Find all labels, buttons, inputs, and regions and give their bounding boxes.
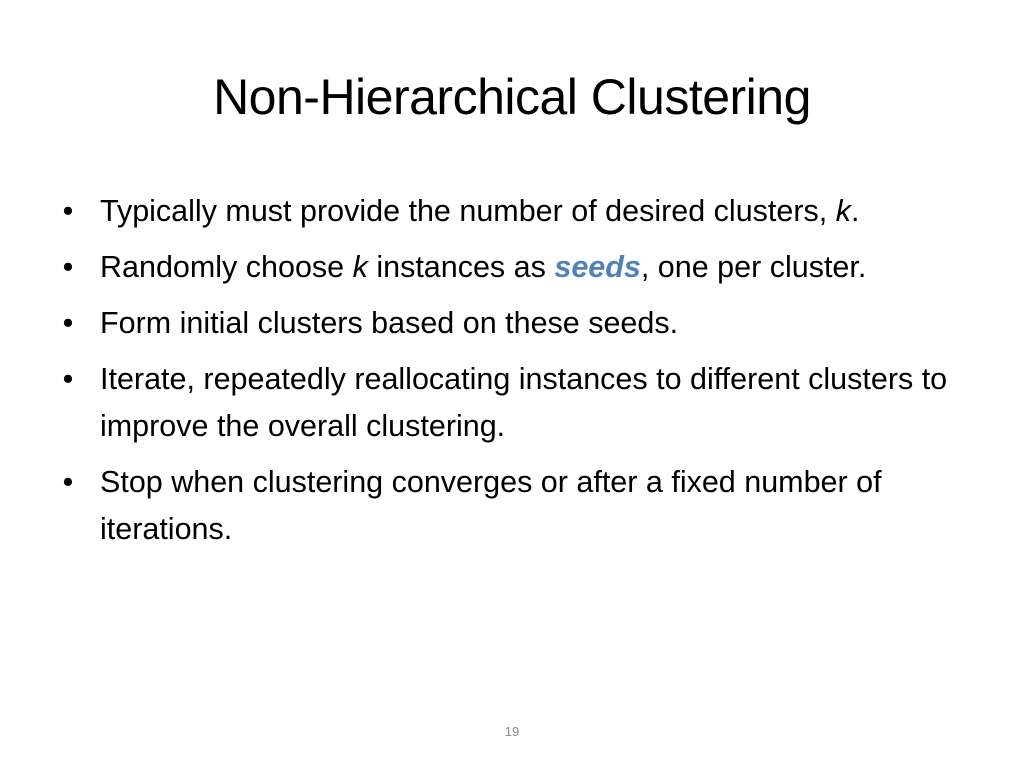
bullet-item [58, 188, 978, 235]
bullet-item [58, 356, 978, 450]
bullet-item [58, 300, 978, 347]
slide-number: 19 [504, 724, 520, 739]
bullet-icon: • [62, 194, 74, 228]
bullet-icon: • [62, 465, 74, 499]
bullet-text: Form initial clusters based on these seeds. [100, 306, 679, 340]
bullet-text: Stop when clustering converges or after a fixed number of iterations. [100, 465, 882, 546]
bullet-text-part: . [850, 194, 860, 228]
bullet-icon: • [62, 362, 74, 396]
bullet-text-part: instances as [367, 250, 555, 284]
seeds-highlight: seeds [554, 250, 641, 284]
bullet-icon: • [62, 306, 74, 340]
bullet-text-part: Typically must provide the number of desired clusters, [100, 194, 836, 228]
bullet-text-part: Randomly choose [100, 250, 353, 284]
bullet-text: Iterate, repeatedly reallocating instances to different clusters to improve the overall clustering. [100, 362, 948, 443]
bullet-item [58, 244, 978, 291]
bullet-text [100, 250, 866, 284]
bullet-text [100, 194, 859, 228]
bullet-text-italic: k [352, 250, 368, 284]
bullet-icon: • [62, 250, 74, 284]
slide-title: Non-Hierarchical Clustering [213, 69, 811, 125]
bullet-item [58, 459, 978, 553]
bullet-text-italic: k [835, 194, 851, 228]
bullet-list [58, 188, 978, 562]
bullet-text-part: , one per cluster. [640, 250, 867, 284]
